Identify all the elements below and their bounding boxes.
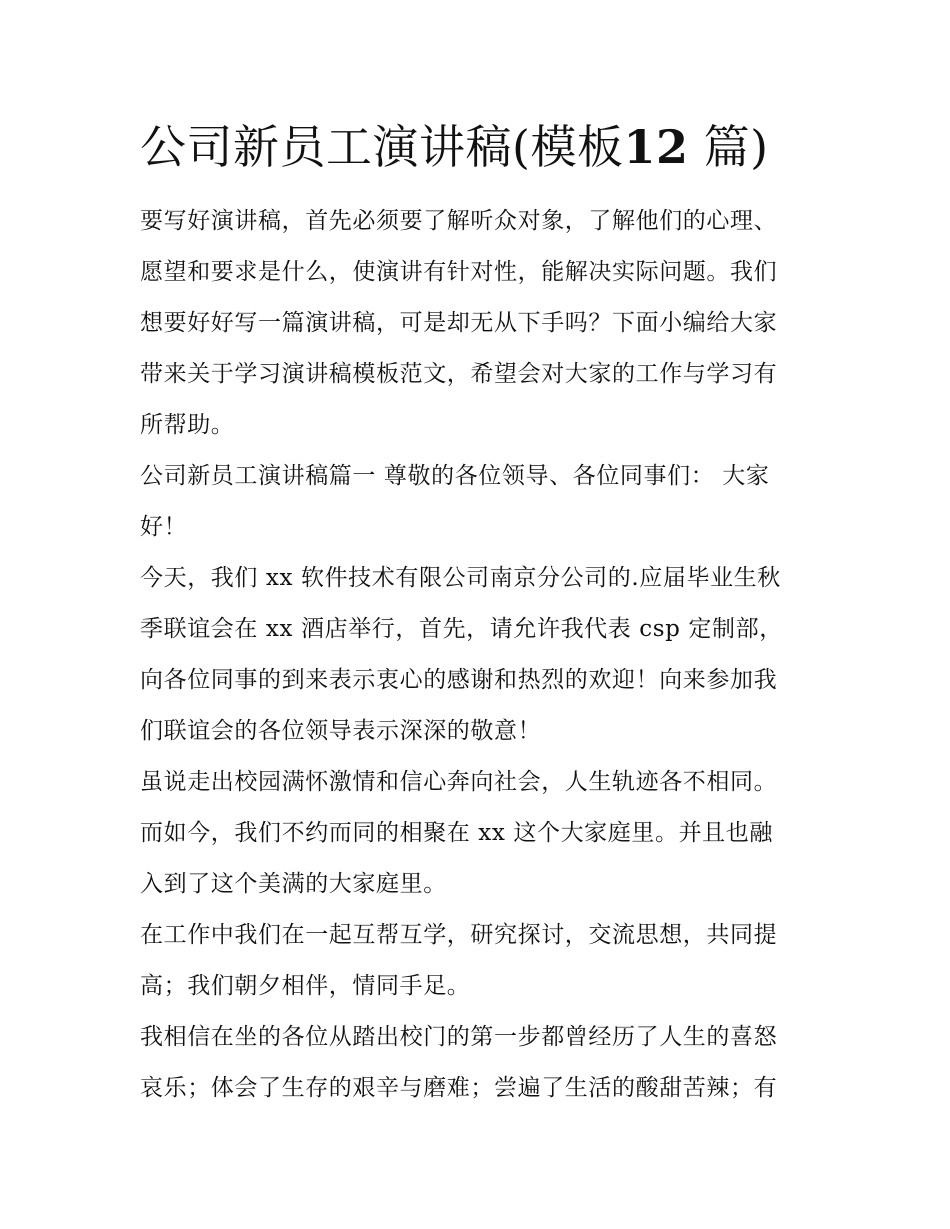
text-line: 想要好好写一篇演讲稿，可是却无从下手吗？下面小编给大家	[140, 310, 778, 336]
paragraph-experience	[140, 1012, 812, 1114]
text-line: 入到了这个美满的大家庭里。	[140, 871, 447, 897]
document-body	[140, 196, 812, 1114]
text-line: 哀乐；体会了生存的艰辛与磨难；尝遍了生活的酸甜苦辣；有	[140, 1075, 778, 1101]
paragraph-family	[140, 757, 812, 910]
title-number: 12	[623, 120, 689, 174]
paragraph-welcome	[140, 553, 812, 757]
paragraph-work	[140, 910, 812, 1012]
text-line: 季联谊会在 xx 酒店举行，首先，请允许我代表 csp 定制部，	[140, 616, 783, 642]
text-line: 而如今，我们不约而同的相聚在 xx 这个大家庭里。并且也融	[140, 820, 773, 846]
text-line: 今天，我们 xx 软件技术有限公司南京分公司的.应届毕业生秋	[140, 565, 781, 591]
page-title	[140, 112, 840, 182]
text-line: 要写好演讲稿，首先必须要了解听众对象，了解他们的心理、	[140, 208, 778, 234]
paragraph-greeting	[140, 451, 812, 553]
text-line: 好！	[140, 514, 188, 540]
title-suffix: 篇)	[703, 120, 769, 174]
text-line: 向各位同事的到来表示衷心的感谢和热烈的欢迎！向来参加我	[140, 667, 778, 693]
title-prefix: 公司新员工演讲稿(模板	[140, 120, 624, 174]
text-line: 公司新员工演讲稿篇一 尊敬的各位领导、各位同事们： 大家	[140, 463, 770, 489]
paragraph-intro	[140, 196, 812, 451]
text-line: 所帮助。	[140, 412, 235, 438]
text-line: 我相信在坐的各位从踏出校门的第一步都曾经历了人生的喜怒	[140, 1024, 778, 1050]
text-line: 虽说走出校园满怀激情和信心奔向社会，人生轨迹各不相同。	[140, 769, 778, 795]
text-line: 们联谊会的各位领导表示深深的敬意！	[140, 718, 542, 744]
text-line: 愿望和要求是什么，使演讲有针对性，能解决实际问题。我们	[140, 259, 778, 285]
text-line: 带来关于学习演讲稿模板范文，希望会对大家的工作与学习有	[140, 361, 778, 387]
text-line: 高；我们朝夕相伴，情同手足。	[140, 973, 471, 999]
text-line: 在工作中我们在一起互帮互学，研究探讨，交流思想，共同提	[140, 922, 778, 948]
